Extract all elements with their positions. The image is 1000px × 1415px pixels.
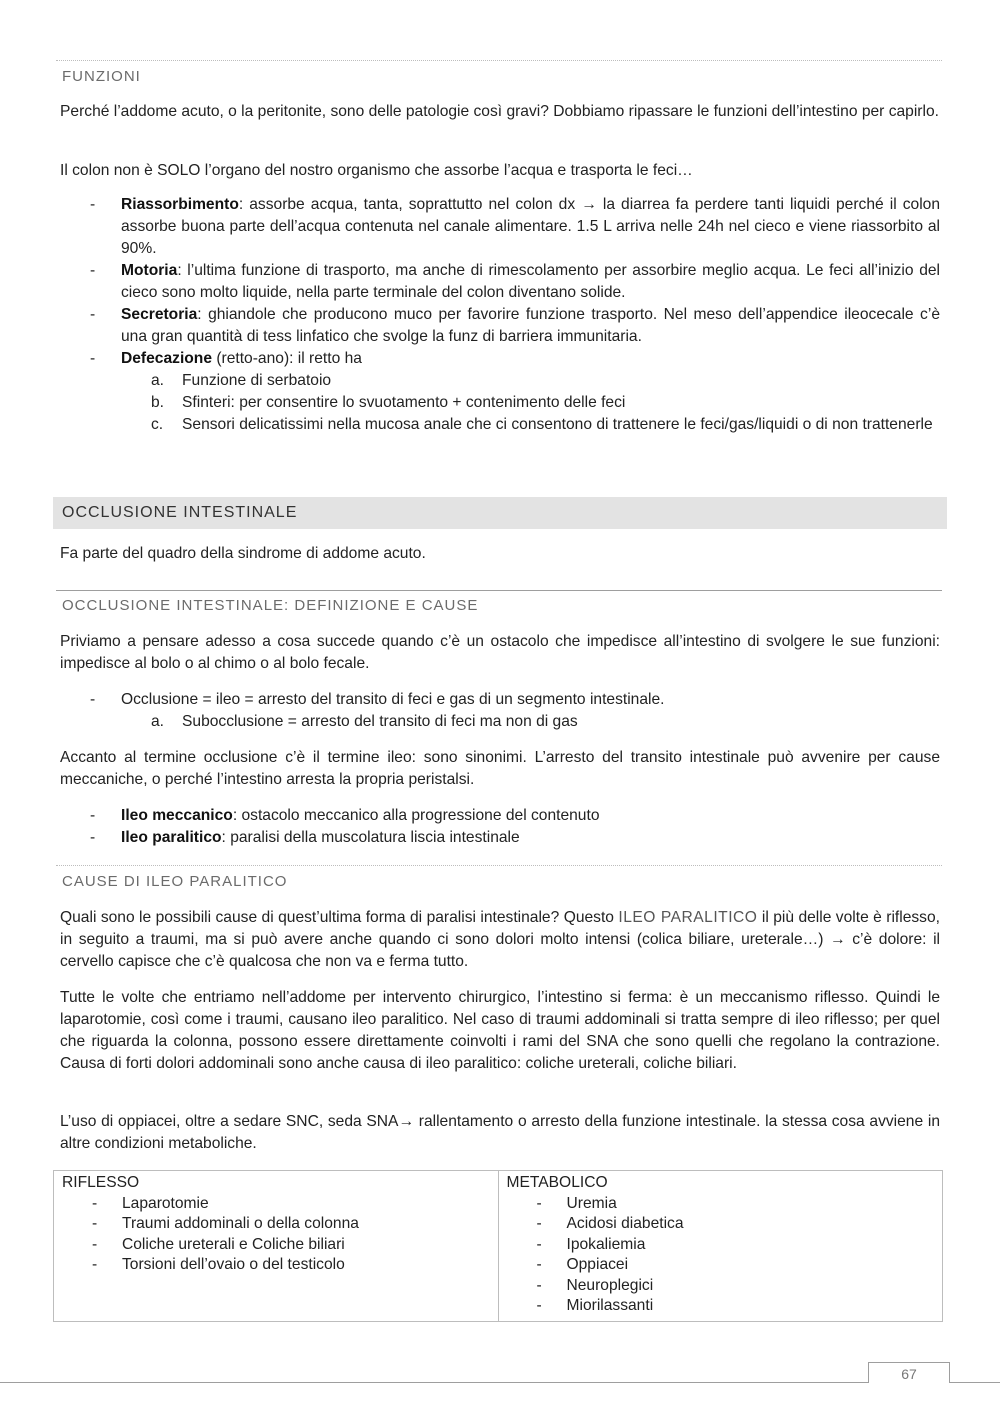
heading-occlusione-band	[53, 497, 947, 529]
paragraph: Perché l’addome acuto, o la peritonite, sono delle patologie così gravi? Dobbiamo ripassare le funzioni dell’intestino per capirlo.	[60, 103, 939, 120]
table-column-title: RIFLESSO	[62, 1174, 140, 1191]
section-rule	[56, 865, 942, 866]
paragraph: Tutte le volte che entriamo nell’addome per intervento chirurgico, l’intestino si ferma: è un meccanismo riflesso. Quindi le laparotomie, così come i traumi, causano ileo paralitico. Nel caso di traumi addominali si tratta sempre di ileo riflesso; per quel che riguarda la colonna, possono essere direttamente coinvolti i rami del SNA che sono quelli che regolano la contrazione. Causa di forti dolori addominali sono anche causa di ileo paralitico: coliche ureterali, coliche biliari.	[60, 989, 940, 1072]
heading-occlusione: OCCLUSIONE INTESTINALE	[62, 504, 298, 521]
table-cell-riflesso	[54, 1171, 499, 1322]
heading-funzioni: FUNZIONI	[62, 68, 141, 85]
table-list-item: - Oppiacei	[536, 1256, 629, 1273]
sub-item: a. Subocclusione = arresto del transito di feci ma non di gas	[151, 713, 578, 730]
list-item: - Motoria: l’ultima funzione di trasporto, ma anche di rimescolamento per assorbire meglio acqua. Le feci all’inizio del cieco sono molto liquide, nella parte terminale del colon diventano solide.	[90, 262, 940, 301]
sub-item: b. Sfinteri: per consentire lo svuotamento + contenimento delle feci	[151, 394, 626, 411]
table-list-item: - Laparotomie	[92, 1194, 209, 1212]
paragraph: Il colon non è SOLO l’organo del nostro organismo che assorbe l’acqua e trasporta le feci…	[60, 162, 693, 179]
table-list-item: - Coliche ureterali e Coliche biliari	[92, 1235, 345, 1253]
funzioni-list	[60, 194, 940, 436]
sub-item: a. Funzione di serbatoio	[151, 372, 332, 389]
table-list-item: - Traumi addominali o della colonna	[92, 1215, 359, 1232]
table-list-item: - Acidosi diabetica	[536, 1215, 684, 1232]
list-item: - Ileo paralitico: paralisi della muscolatura liscia intestinale	[90, 829, 520, 846]
list-item: - Riassorbimento: assorbe acqua, tanta, soprattutto nel colon dx → la diarrea fa perdere tanti liquidi perché il colon assorbe buona parte dell’acqua contenuta nel canale alimentare. 1.5 L arriva nelle 24h nel cieco e viene riassorbito al 90%.	[90, 196, 940, 257]
paragraph: L’uso di oppiacei, oltre a sedare SNC, seda SNA→ rallentamento o arresto della funzione intestinale. la stessa cosa avviene in altre condizioni metaboliche.	[60, 1113, 940, 1152]
defecazione-sublist	[60, 370, 940, 436]
list-item: - Ileo meccanico: ostacolo meccanico alla progressione del contenuto	[90, 807, 600, 824]
section-rule	[56, 590, 942, 591]
sub-item: c. Sensori delicatissimi nella mucosa anale che ci consentono di trattenere le feci/gas/liquidi o di non trattenerle	[151, 416, 933, 433]
list-item: - Secretoria: ghiandole che producono muco per favorire funzione trasporto. Nel meso dell’appendice ileocecale c’è una gran quantità di tess linfatico che svolge la funz di barriera immunitaria.	[90, 306, 940, 345]
list-item: - Defecazione (retto-ano): il retto ha a. Funzione di serbatoio b. Sfinteri: per consentire lo svuotamento + contenimento delle feci c. Sensori delicatissimi nella mucosa anale che ci consentono di trattenere le feci/gas/liquidi o di non trattenerle	[60, 348, 940, 436]
footer-rule	[0, 1382, 1000, 1383]
table-list-item: - Neuroplegici	[536, 1276, 654, 1294]
list-item: - Occlusione = ileo = arresto del transito di feci e gas di un segmento intestinale. a. Subocclusione = arresto del transito di feci ma non di gas	[60, 689, 940, 733]
paragraph: Priviamo a pensare adesso a cosa succede quando c’è un ostacolo che impedisce all’intestino di svolgere le sue funzioni: impedisce al bolo o al chimo o al bolo fecale.	[60, 633, 940, 672]
table-column-title: METABOLICO	[506, 1174, 608, 1191]
highlight-term: ILEO PARALITICO	[618, 909, 758, 926]
causes-table	[53, 1170, 943, 1322]
paragraph: Quali sono le possibili cause di quest’ultima forma di paralisi intestinale? Questo ILEO PARALITICO il più delle volte è riflesso, in seguito a traumi, ma si può avere anche quando ci sono dolori molto intensi (colica biliare, ureterale…) → c’è dolore: il cervello capisce che c’è qualcosa che non va e ferma tutto.	[60, 909, 940, 970]
heading-cause: CAUSE DI ILEO PARALITICO	[62, 873, 288, 890]
table-cell-metabolico	[498, 1171, 943, 1322]
heading-definizione: OCCLUSIONE INTESTINALE: DEFINIZIONE E CAUSE	[62, 597, 479, 614]
paragraph: Accanto al termine occlusione c’è il termine ileo: sono sinonimi. L’arresto del transito intestinale può avvenire per cause meccaniche, o perché l’intestino arresta la propria peristalsi.	[60, 749, 940, 788]
table-list-item: - Miorilassanti	[536, 1297, 654, 1314]
occlusione-list	[60, 689, 940, 733]
page-number: 67	[868, 1362, 950, 1383]
ileo-list	[60, 805, 940, 849]
paragraph: Fa parte del quadro della sindrome di addome acuto.	[60, 545, 426, 562]
table-list-item: - Torsioni dell’ovaio o del testicolo	[92, 1256, 345, 1273]
table-list-item: - Uremia	[536, 1194, 617, 1212]
table-list-item: - Ipokaliemia	[536, 1235, 646, 1253]
section-rule	[56, 60, 942, 61]
